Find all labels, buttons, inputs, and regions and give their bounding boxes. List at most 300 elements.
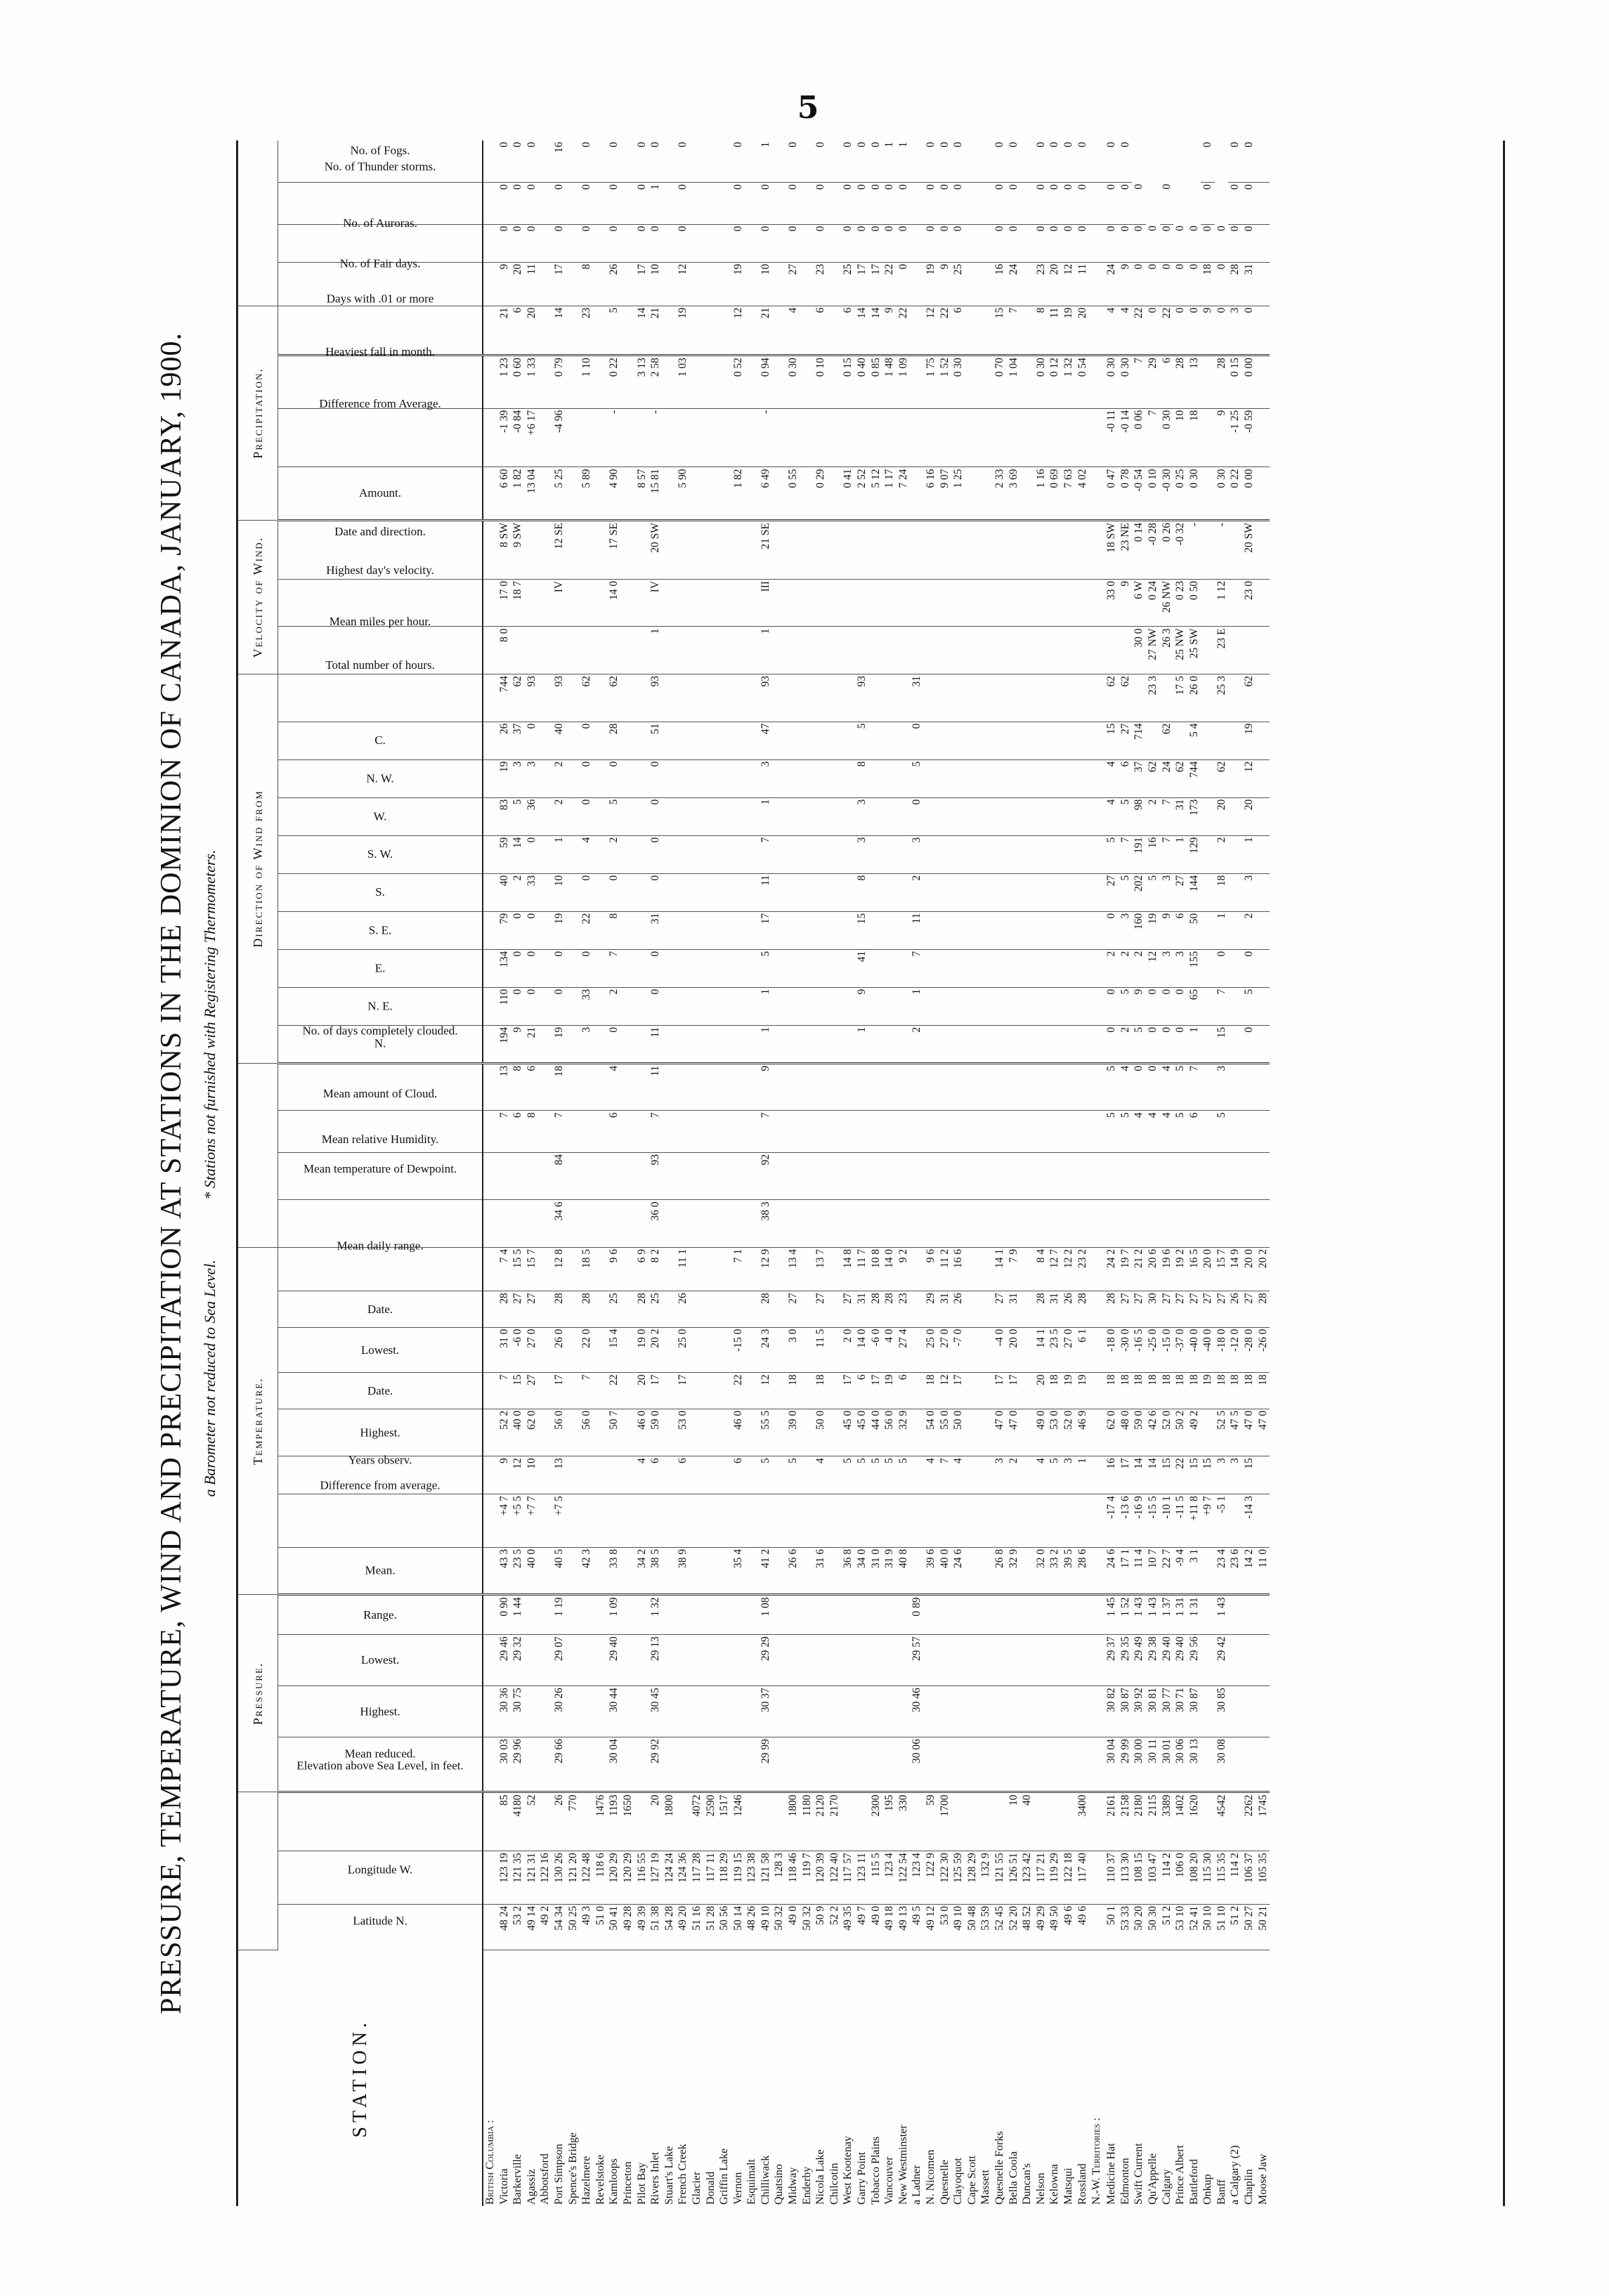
table-cell: 3 bbox=[759, 759, 773, 797]
table-cell: 8 57 bbox=[635, 467, 649, 521]
table-cell: 15 bbox=[1160, 1456, 1174, 1494]
table-cell bbox=[841, 1152, 855, 1200]
table-cell bbox=[745, 759, 759, 797]
table-cell bbox=[800, 356, 814, 409]
table-cell bbox=[979, 835, 993, 873]
table-cell: 21 bbox=[649, 306, 663, 355]
table-cell bbox=[580, 1200, 594, 1248]
table-cell: 0 bbox=[580, 797, 594, 835]
wind-velocity-group-header: Velocity of Wind. bbox=[238, 521, 278, 674]
table-cell: 5 bbox=[786, 1456, 800, 1494]
table-cell: IV bbox=[552, 579, 566, 627]
empty-cell bbox=[483, 1851, 497, 1905]
table-cell bbox=[594, 835, 608, 873]
table-cell bbox=[635, 722, 649, 759]
table-cell: 29 57 bbox=[910, 1635, 924, 1686]
table-cell: 14 0 bbox=[855, 1327, 869, 1373]
table-cell: 50 25 bbox=[566, 1904, 580, 1950]
table-cell bbox=[717, 141, 731, 183]
table-row bbox=[731, 141, 745, 2206]
table-cell bbox=[1228, 835, 1242, 873]
table-cell: 7 bbox=[1160, 797, 1174, 835]
table-cell bbox=[635, 1635, 649, 1686]
table-cell bbox=[580, 1737, 594, 1792]
empty-cell bbox=[483, 1373, 497, 1409]
table-cell: 52 20 bbox=[1007, 1904, 1021, 1950]
table-cell: 21 bbox=[525, 1025, 539, 1063]
table-cell: 40 0 bbox=[525, 1547, 539, 1595]
table-cell: 54 34 bbox=[552, 1904, 566, 1950]
table-cell: 0 bbox=[993, 183, 1007, 224]
table-cell bbox=[910, 183, 924, 224]
table-cell bbox=[594, 1635, 608, 1686]
table-cell bbox=[566, 1595, 580, 1635]
table-cell bbox=[951, 674, 965, 722]
table-cell bbox=[663, 183, 677, 224]
table-cell: 0 bbox=[1034, 183, 1048, 224]
table-cell bbox=[772, 1456, 786, 1494]
table-cell: 40 0 bbox=[938, 1547, 952, 1595]
station-name: Stuart's Lake bbox=[663, 2146, 675, 2205]
table-cell: 1517 bbox=[717, 1792, 731, 1851]
table-cell: 19 7 bbox=[1119, 1247, 1133, 1291]
table-cell: 23 3 bbox=[1146, 674, 1160, 722]
station-name: Qu'Appelle bbox=[1146, 2153, 1159, 2205]
table-cell bbox=[979, 627, 993, 674]
table-cell bbox=[704, 873, 718, 911]
table-row bbox=[621, 141, 635, 2206]
table-cell: 2262 bbox=[1242, 1792, 1256, 1851]
table-cell: 8 bbox=[1034, 306, 1048, 355]
table-cell bbox=[869, 1025, 883, 1063]
table-cell: 121 20 bbox=[566, 1851, 580, 1905]
table-cell bbox=[745, 1686, 759, 1737]
table-cell bbox=[663, 1247, 677, 1291]
table-cell bbox=[717, 835, 731, 873]
table-cell: 59 0 bbox=[1132, 1409, 1146, 1456]
table-cell bbox=[828, 1494, 842, 1548]
table-cell: 98 bbox=[1132, 797, 1146, 835]
table-cell: 0 bbox=[1048, 224, 1062, 262]
table-cell: 14 bbox=[511, 835, 525, 873]
table-cell bbox=[1007, 1737, 1021, 1792]
table-cell bbox=[745, 1456, 759, 1494]
table-cell: 119 7 bbox=[800, 1851, 814, 1905]
table-cell: 7 bbox=[1119, 835, 1133, 873]
table-cell bbox=[704, 1595, 718, 1635]
table-cell bbox=[538, 1686, 552, 1737]
table-cell: 120 29 bbox=[621, 1851, 635, 1905]
table-cell bbox=[663, 1373, 677, 1409]
table-cell bbox=[924, 722, 938, 759]
table-cell: 27 bbox=[1160, 1291, 1174, 1327]
table-cell: 5 bbox=[1105, 1063, 1119, 1111]
table-cell: 0 bbox=[1062, 141, 1076, 183]
table-cell: 41 2 bbox=[759, 1547, 773, 1595]
table-cell: 46 0 bbox=[731, 1409, 745, 1456]
table-cell: 17 0 bbox=[497, 579, 512, 627]
table-cell: 6 W bbox=[1132, 579, 1146, 627]
table-cell: 29 49 bbox=[1132, 1635, 1146, 1686]
table-cell bbox=[938, 987, 952, 1025]
table-cell bbox=[1048, 759, 1062, 797]
table-cell bbox=[717, 183, 731, 224]
table-cell: -15 0 bbox=[1160, 1327, 1174, 1373]
table-cell: 28 bbox=[580, 1291, 594, 1327]
table-cell: 47 0 bbox=[1256, 1409, 1270, 1456]
table-cell: 15 4 bbox=[607, 1327, 621, 1373]
table-cell bbox=[979, 1291, 993, 1327]
table-cell: 5 bbox=[882, 1456, 897, 1494]
table-cell: 19 bbox=[882, 1373, 897, 1409]
table-cell bbox=[594, 141, 608, 183]
table-cell bbox=[979, 873, 993, 911]
table-cell bbox=[772, 306, 786, 355]
table-cell bbox=[538, 627, 552, 674]
table-cell bbox=[1201, 1737, 1215, 1792]
table-cell: 65 bbox=[1187, 987, 1201, 1025]
table-cell bbox=[965, 949, 979, 987]
table-cell bbox=[1020, 911, 1034, 949]
table-cell: 3 bbox=[1228, 1456, 1242, 1494]
empty-cell bbox=[483, 835, 497, 873]
table-cell: 202 bbox=[1132, 873, 1146, 911]
table-cell bbox=[731, 987, 745, 1025]
table-cell bbox=[869, 1686, 883, 1737]
table-cell bbox=[635, 1737, 649, 1792]
table-cell bbox=[979, 722, 993, 759]
table-cell: 1 16 bbox=[1034, 467, 1048, 521]
table-cell: 0 bbox=[1146, 1025, 1160, 1063]
table-cell: 0 bbox=[1146, 262, 1160, 306]
table-cell: 122 30 bbox=[938, 1851, 952, 1905]
table-cell bbox=[869, 1152, 883, 1200]
table-cell: 0 bbox=[924, 224, 938, 262]
table-cell: 62 bbox=[1146, 759, 1160, 797]
table-cell: 0 bbox=[1242, 183, 1256, 224]
table-cell bbox=[1048, 1686, 1062, 1737]
table-cell bbox=[1228, 987, 1242, 1025]
table-cell bbox=[979, 1737, 993, 1792]
column-header bbox=[278, 1478, 483, 1548]
table-cell bbox=[965, 1792, 979, 1851]
table-cell: 0 bbox=[731, 224, 745, 262]
table-cell: 4 bbox=[1034, 1456, 1048, 1494]
table-cell bbox=[1062, 579, 1076, 627]
table-row bbox=[951, 141, 965, 2206]
table-cell bbox=[663, 627, 677, 674]
table-cell: 121 55 bbox=[993, 1851, 1007, 1905]
table-cell: 6 bbox=[1160, 356, 1174, 409]
table-cell: 19 bbox=[552, 1025, 566, 1063]
table-cell bbox=[938, 722, 952, 759]
table-cell: 14 2 bbox=[1242, 1547, 1256, 1595]
empty-cell bbox=[1089, 262, 1105, 306]
table-cell bbox=[814, 1200, 828, 1248]
table-cell: -11 5 bbox=[1173, 1494, 1187, 1548]
table-cell: 2 bbox=[552, 797, 566, 835]
table-cell bbox=[759, 1494, 773, 1548]
table-cell: 1 bbox=[855, 1025, 869, 1063]
table-cell bbox=[800, 835, 814, 873]
table-cell: 19 bbox=[1062, 306, 1076, 355]
table-cell: 2161 bbox=[1105, 1792, 1119, 1851]
station-name: Chaplin bbox=[1243, 2169, 1256, 2205]
table-cell bbox=[1256, 674, 1270, 722]
table-cell bbox=[924, 674, 938, 722]
table-cell: 50 41 bbox=[607, 1904, 621, 1950]
table-cell bbox=[690, 1595, 704, 1635]
table-cell bbox=[1062, 873, 1076, 911]
table-cell: 3 bbox=[1119, 911, 1133, 949]
table-cell bbox=[676, 1595, 690, 1635]
table-cell: 25 SW bbox=[1187, 627, 1201, 674]
table-cell: 15 bbox=[1187, 1456, 1201, 1494]
table-cell bbox=[965, 356, 979, 409]
table-cell bbox=[1007, 987, 1021, 1025]
column-header bbox=[278, 873, 483, 911]
station-name: Princeton bbox=[621, 2161, 634, 2205]
table-cell bbox=[635, 949, 649, 987]
table-cell bbox=[951, 1686, 965, 1737]
table-cell bbox=[1020, 1409, 1034, 1456]
table-cell: 19 bbox=[1062, 1373, 1076, 1409]
column-header-label: Mean. bbox=[365, 1563, 396, 1577]
table-cell: 0 bbox=[1242, 1025, 1256, 1063]
table-cell bbox=[1020, 1247, 1034, 1291]
table-cell bbox=[663, 797, 677, 835]
table-cell: 7 bbox=[1215, 987, 1229, 1025]
table-row bbox=[924, 141, 938, 2206]
table-cell: 0 bbox=[1228, 224, 1242, 262]
table-cell: 20 SW bbox=[649, 521, 663, 580]
table-cell: 17 SE bbox=[607, 521, 621, 580]
table-cell bbox=[841, 722, 855, 759]
table-cell bbox=[1201, 1025, 1215, 1063]
table-cell: 0 bbox=[635, 141, 649, 183]
table-cell: 27 bbox=[993, 1291, 1007, 1327]
table-cell bbox=[745, 1635, 759, 1686]
empty-cell bbox=[483, 949, 497, 987]
table-cell bbox=[621, 1025, 635, 1063]
table-cell bbox=[800, 1200, 814, 1248]
table-cell bbox=[882, 579, 897, 627]
table-cell: 117 57 bbox=[841, 1851, 855, 1905]
table-cell bbox=[704, 1152, 718, 1200]
table-cell: 31 0 bbox=[869, 1547, 883, 1595]
table-cell bbox=[1228, 1635, 1242, 1686]
table-cell bbox=[704, 1291, 718, 1327]
table-cell: 127 19 bbox=[649, 1851, 663, 1905]
table-cell bbox=[676, 1686, 690, 1737]
table-cell bbox=[1228, 1025, 1242, 1063]
table-cell: 17 bbox=[676, 1373, 690, 1409]
table-cell: 3 bbox=[1062, 1456, 1076, 1494]
table-cell: 50 7 bbox=[607, 1409, 621, 1456]
table-cell bbox=[1256, 1635, 1270, 1686]
table-cell bbox=[1020, 1494, 1034, 1548]
table-cell bbox=[621, 1635, 635, 1686]
table-cell bbox=[882, 1494, 897, 1548]
column-header bbox=[278, 1635, 483, 1686]
table-cell: 0 bbox=[511, 183, 525, 224]
table-cell: -16 9 bbox=[1132, 1494, 1146, 1548]
page-title: PRESSURE, TEMPERATURE, WIND AND PRECIPITATION AT STATIONS IN THE DOMINION OF CANADA, JANUARY, 1900. bbox=[155, 332, 188, 2014]
table-cell bbox=[690, 1635, 704, 1686]
table-cell: 1 04 bbox=[1007, 356, 1021, 409]
table-cell bbox=[704, 579, 718, 627]
page-number: 5 bbox=[797, 90, 819, 126]
table-cell: 0 bbox=[993, 141, 1007, 183]
table-cell bbox=[965, 224, 979, 262]
table-cell bbox=[951, 521, 965, 580]
table-cell: 8 bbox=[580, 262, 594, 306]
rotated-table-sheet bbox=[155, 141, 1511, 2206]
table-cell bbox=[924, 949, 938, 987]
table-cell: 48 52 bbox=[1020, 1904, 1034, 1950]
table-cell: 123 19 bbox=[497, 1851, 512, 1905]
table-cell bbox=[800, 1025, 814, 1063]
table-cell: 14 bbox=[855, 306, 869, 355]
table-cell: 13 04 bbox=[525, 467, 539, 521]
table-cell bbox=[745, 674, 759, 722]
table-cell: 20 0 bbox=[1201, 1247, 1215, 1291]
table-cell bbox=[772, 987, 786, 1025]
table-cell: 0 bbox=[1076, 141, 1090, 183]
table-cell bbox=[882, 1635, 897, 1686]
table-cell: 1 32 bbox=[1062, 356, 1076, 409]
table-cell: 26 8 bbox=[993, 1547, 1007, 1595]
table-cell: 49 0 bbox=[1034, 1409, 1048, 1456]
table-cell bbox=[538, 141, 552, 183]
table-cell bbox=[1048, 987, 1062, 1025]
table-cell bbox=[1034, 408, 1048, 467]
table-cell bbox=[1007, 1063, 1021, 1111]
table-cell bbox=[731, 579, 745, 627]
table-cell: 0 12 bbox=[1048, 356, 1062, 409]
table-cell: 11 bbox=[1076, 262, 1090, 306]
table-cell: 4 bbox=[1146, 1111, 1160, 1152]
table-cell bbox=[1242, 1635, 1256, 1686]
table-cell bbox=[621, 1327, 635, 1373]
table-cell bbox=[1007, 1595, 1021, 1635]
table-cell bbox=[965, 1111, 979, 1152]
table-cell: 0 bbox=[1173, 987, 1187, 1025]
table-cell bbox=[951, 987, 965, 1025]
table-cell: 24 3 bbox=[759, 1327, 773, 1373]
table-cell: 29 99 bbox=[1119, 1737, 1133, 1792]
table-cell bbox=[621, 1737, 635, 1792]
station-name: Battleford bbox=[1187, 2159, 1200, 2205]
table-cell bbox=[663, 1547, 677, 1595]
table-cell: 12 7 bbox=[1048, 1247, 1062, 1291]
table-cell bbox=[1173, 1200, 1187, 1248]
table-cell bbox=[676, 408, 690, 467]
table-cell bbox=[882, 521, 897, 580]
station-name: Matsqui bbox=[1062, 2167, 1074, 2205]
table-cell bbox=[924, 521, 938, 580]
table-cell: 27 bbox=[525, 1291, 539, 1327]
table-cell bbox=[1256, 306, 1270, 355]
table-cell bbox=[1007, 1025, 1021, 1063]
table-cell bbox=[690, 1494, 704, 1548]
table-cell bbox=[538, 835, 552, 873]
table-cell: 19 2 bbox=[1173, 1247, 1187, 1291]
table-cell: 0 bbox=[869, 183, 883, 224]
table-cell: 17 5 bbox=[1173, 674, 1187, 722]
table-cell: 1 03 bbox=[676, 356, 690, 409]
station-name: Calgary bbox=[1160, 2169, 1173, 2205]
table-cell bbox=[1242, 627, 1256, 674]
table-cell: 13 bbox=[1187, 356, 1201, 409]
table-cell bbox=[676, 911, 690, 949]
table-cell: 106 37 bbox=[1242, 1851, 1256, 1905]
table-cell bbox=[1132, 1152, 1146, 1200]
table-cell: 20 bbox=[1034, 1373, 1048, 1409]
table-cell bbox=[965, 1595, 979, 1635]
table-cell: 29 40 bbox=[607, 1635, 621, 1686]
table-cell: 121 35 bbox=[511, 1851, 525, 1905]
table-cell bbox=[786, 627, 800, 674]
table-cell: 15 bbox=[1242, 1456, 1256, 1494]
table-cell bbox=[951, 797, 965, 835]
table-cell: 30 37 bbox=[759, 1686, 773, 1737]
table-cell bbox=[621, 1686, 635, 1737]
table-cell: 62 bbox=[1242, 674, 1256, 722]
column-header bbox=[278, 1759, 483, 1851]
table-cell bbox=[1062, 1635, 1076, 1686]
table-cell: 21 bbox=[497, 306, 512, 355]
table-cell: 0 bbox=[1132, 183, 1146, 224]
table-cell: 0 bbox=[649, 949, 663, 987]
table-cell: 47 0 bbox=[1007, 1409, 1021, 1456]
table-cell: 18 bbox=[1119, 1373, 1133, 1409]
table-cell bbox=[580, 1456, 594, 1494]
table-cell bbox=[1256, 467, 1270, 521]
note-thermometers: * Stations not furnished with Registering Thermometers. bbox=[201, 849, 219, 1200]
table-row bbox=[897, 141, 911, 2206]
table-cell bbox=[841, 1200, 855, 1248]
table-cell bbox=[594, 911, 608, 949]
table-cell: 5 bbox=[1132, 1025, 1146, 1063]
table-cell bbox=[1020, 1291, 1034, 1327]
table-cell: -16 5 bbox=[1132, 1327, 1146, 1373]
table-cell: 50 32 bbox=[772, 1904, 786, 1950]
table-cell bbox=[910, 1291, 924, 1327]
table-cell: 27 bbox=[786, 262, 800, 306]
table-cell: 1800 bbox=[786, 1792, 800, 1851]
table-cell: 43 3 bbox=[497, 1547, 512, 1595]
table-cell: 0 bbox=[1146, 306, 1160, 355]
table-cell bbox=[910, 356, 924, 409]
station-name: Hazelmere bbox=[580, 2155, 593, 2205]
table-cell: -6 0 bbox=[869, 1327, 883, 1373]
table-cell: 18 bbox=[1187, 408, 1201, 467]
table-cell bbox=[869, 911, 883, 949]
table-cell bbox=[538, 1152, 552, 1200]
table-cell: 195 bbox=[882, 1792, 897, 1851]
table-cell: -0 84 bbox=[511, 408, 525, 467]
table-cell: 6 bbox=[1119, 759, 1133, 797]
table-cell: 0 bbox=[552, 183, 566, 224]
table-cell bbox=[772, 835, 786, 873]
table-cell: 45 0 bbox=[855, 1409, 869, 1456]
table-cell bbox=[1034, 1737, 1048, 1792]
table-cell: 24 bbox=[1160, 759, 1174, 797]
table-cell bbox=[1007, 759, 1021, 797]
table-cell: 0 bbox=[607, 224, 621, 262]
table-cell bbox=[993, 987, 1007, 1025]
